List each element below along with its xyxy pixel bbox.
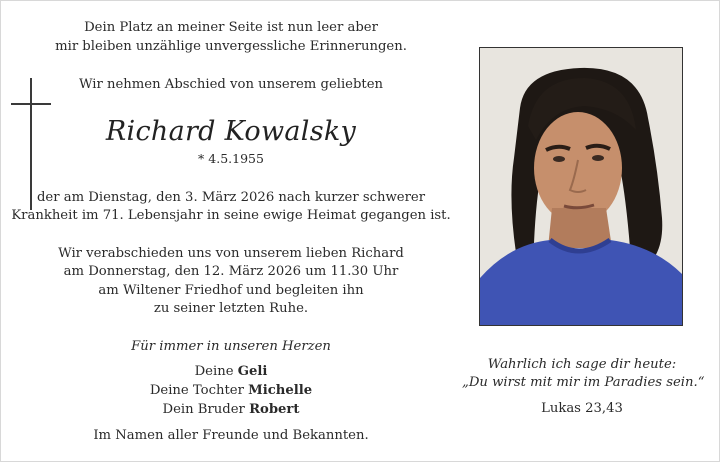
- intro-text: Wir nehmen Abschied von unserem geliebten: [78, 77, 384, 92]
- mourner-name: Robert: [249, 402, 300, 417]
- mourner-2: [0, 382, 462, 400]
- mourner-1: [0, 363, 462, 381]
- farewell-line-2: am Donnerstag, den 12. März 2026 um 11.30 Uhr: [63, 264, 399, 279]
- quote-line-2: „Du wirst mit mir im Paradies sein.“: [462, 375, 705, 390]
- mourner-name: Geli: [237, 364, 268, 379]
- birth-date: * 4.5.1955: [198, 151, 264, 166]
- mourner-name: Michelle: [248, 383, 313, 398]
- death-line-2: Krankheit im 71. Lebensjahr in seine ewige Heimat gegangen ist.: [11, 208, 451, 223]
- mourner-relation: Deine Tochter: [149, 383, 244, 398]
- closing-text: Im Namen aller Freunde und Bekannten.: [93, 428, 369, 443]
- verse-line-2: mir bleiben unzählige unvergessliche Erinnerungen.: [55, 39, 407, 54]
- verse-line-1: Dein Platz an meiner Seite ist nun leer aber: [84, 20, 378, 35]
- quote-reference: Lukas 23,43: [541, 401, 623, 416]
- quote-line-1: Wahrlich ich sage dir heute:: [487, 357, 677, 372]
- motto: Für immer in unseren Herzen: [131, 339, 331, 354]
- farewell-line-4: zu seiner letzten Ruhe.: [153, 301, 309, 316]
- deceased-name: Richard Kowalsky: [105, 116, 357, 147]
- portrait-photo: [479, 47, 683, 326]
- mourner-relation: Dein Bruder: [162, 402, 245, 417]
- mourner-3: [0, 401, 462, 419]
- farewell-line-3: am Wiltener Friedhof und begleiten ihn: [98, 283, 364, 298]
- farewell-line-1: Wir verabschieden uns von unserem lieben Richard: [58, 246, 404, 261]
- mourner-relation: Deine: [194, 364, 234, 379]
- death-line-1: der am Dienstag, den 3. März 2026 nach kurzer schwerer: [36, 190, 426, 205]
